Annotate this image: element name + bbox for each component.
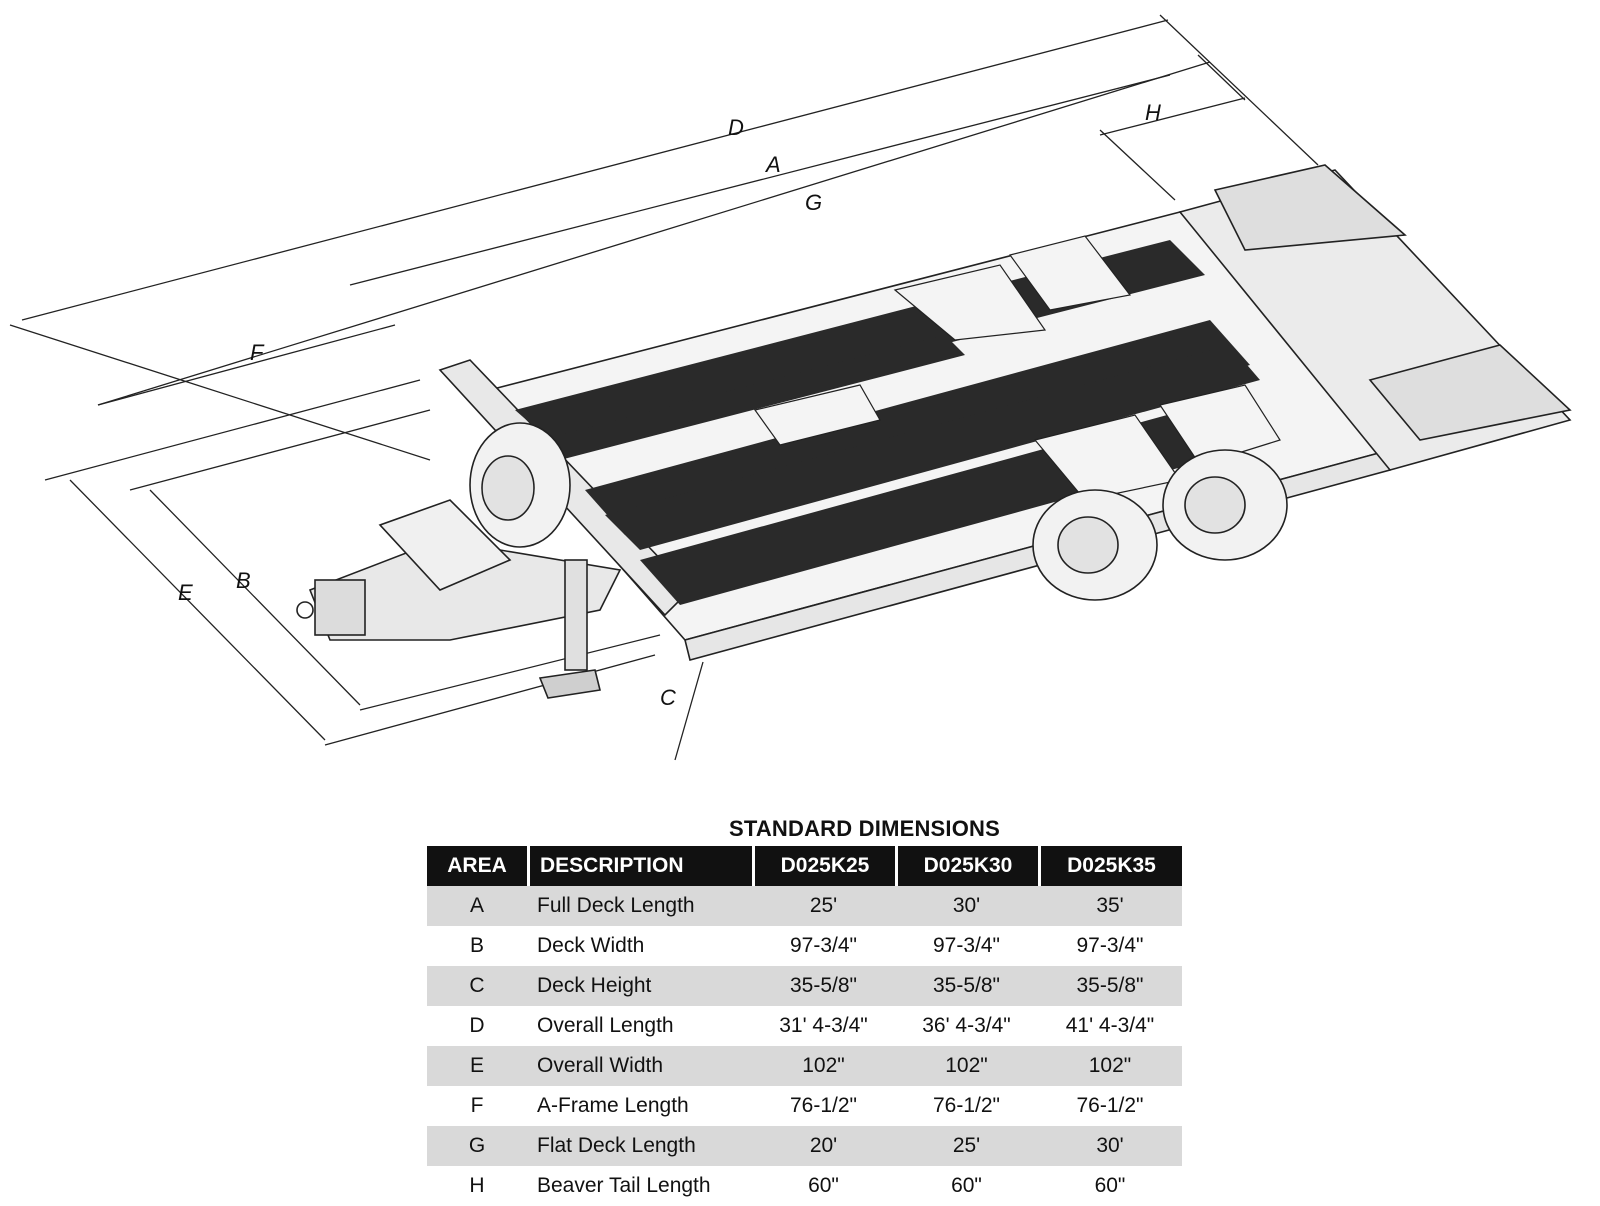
dim-label-c: C	[660, 685, 676, 710]
dim-label-e: E	[178, 580, 193, 605]
table-row	[427, 1126, 1182, 1166]
cell-value: 102"	[895, 1046, 1038, 1086]
cell-description: Flat Deck Length	[527, 1126, 752, 1166]
cell-description: A-Frame Length	[537, 1094, 689, 1117]
table-row	[427, 966, 1182, 1006]
dim-label-f: F	[250, 340, 264, 365]
table-row	[427, 1006, 1182, 1046]
dim-label-b: B	[236, 568, 251, 593]
jack-foot	[540, 670, 600, 698]
dim-label-a: A	[766, 152, 781, 177]
cell-value: 25'	[895, 1126, 1038, 1166]
cell-value: 35-5/8"	[752, 966, 895, 1006]
cell-description: Overall Length	[537, 1014, 674, 1037]
dim-label-h: H	[1145, 100, 1161, 125]
jack-stand	[565, 560, 587, 670]
cell-area: H	[469, 1174, 485, 1197]
cell-area: A	[427, 886, 527, 926]
cell-value: 41' 4-3/4"	[1065, 1014, 1155, 1037]
cell-value: 60"	[808, 1174, 839, 1197]
header-model-1: D025K25	[752, 846, 895, 886]
cell-value: 35-5/8"	[1038, 966, 1182, 1006]
cell-area: F	[470, 1094, 484, 1117]
cell-description: Beaver Tail Length	[537, 1174, 711, 1197]
cell-description: Deck Height	[527, 966, 752, 1006]
cell-value: 30'	[1038, 1126, 1182, 1166]
header-model-3: D025K35	[1038, 846, 1182, 886]
cell-value: 60"	[1094, 1174, 1126, 1197]
table-row	[427, 926, 1182, 966]
cell-value: 102"	[752, 1046, 895, 1086]
cell-value: 76-1/2"	[1076, 1094, 1144, 1117]
table-row	[427, 886, 1182, 926]
cell-description: Full Deck Length	[527, 886, 752, 926]
cell-value: 102"	[1038, 1046, 1182, 1086]
coupler	[315, 580, 365, 635]
dim-line-f	[98, 325, 395, 405]
cell-value: 35-5/8"	[895, 966, 1038, 1006]
cell-value: 30'	[895, 886, 1038, 926]
header-area: AREA	[427, 846, 527, 886]
table-row	[427, 1086, 1182, 1126]
dim-line-h	[1100, 98, 1245, 135]
cell-area: E	[427, 1046, 527, 1086]
cell-description: Overall Width	[527, 1046, 752, 1086]
dimensions-table-section	[427, 812, 1182, 1206]
dimensions-table	[427, 846, 1182, 1206]
table-row	[427, 1046, 1182, 1086]
cell-value: 60"	[951, 1174, 982, 1197]
cell-value: 76-1/2"	[790, 1094, 857, 1117]
cell-value: 35'	[1038, 886, 1182, 926]
ramp-left	[1215, 165, 1405, 250]
dim-line-c	[675, 662, 703, 760]
cell-area: C	[427, 966, 527, 1006]
cell-value: 20'	[752, 1126, 895, 1166]
cell-value: 25'	[752, 886, 895, 926]
dim-line-e	[70, 480, 325, 740]
cell-value: 36' 4-3/4"	[922, 1014, 1011, 1037]
cell-value: 31' 4-3/4"	[779, 1014, 868, 1037]
cell-area: G	[427, 1126, 527, 1166]
cell-description: Deck Width	[537, 934, 645, 957]
header-description: DESCRIPTION	[527, 846, 752, 886]
table-header-row	[427, 846, 1182, 886]
dim-label-g: G	[805, 190, 823, 215]
header-model-2: D025K30	[895, 846, 1038, 886]
cell-value: 76-1/2"	[933, 1094, 1000, 1117]
table-title: STANDARD DIMENSIONS	[728, 816, 1001, 841]
cell-value: 97-3/4"	[933, 934, 1000, 957]
dim-label-d: D	[728, 115, 744, 140]
table-row	[427, 1166, 1182, 1206]
cell-value: 97-3/4"	[1076, 934, 1144, 957]
cell-area: B	[469, 934, 484, 957]
cell-area: D	[469, 1014, 485, 1037]
cell-value: 97-3/4"	[790, 934, 857, 957]
